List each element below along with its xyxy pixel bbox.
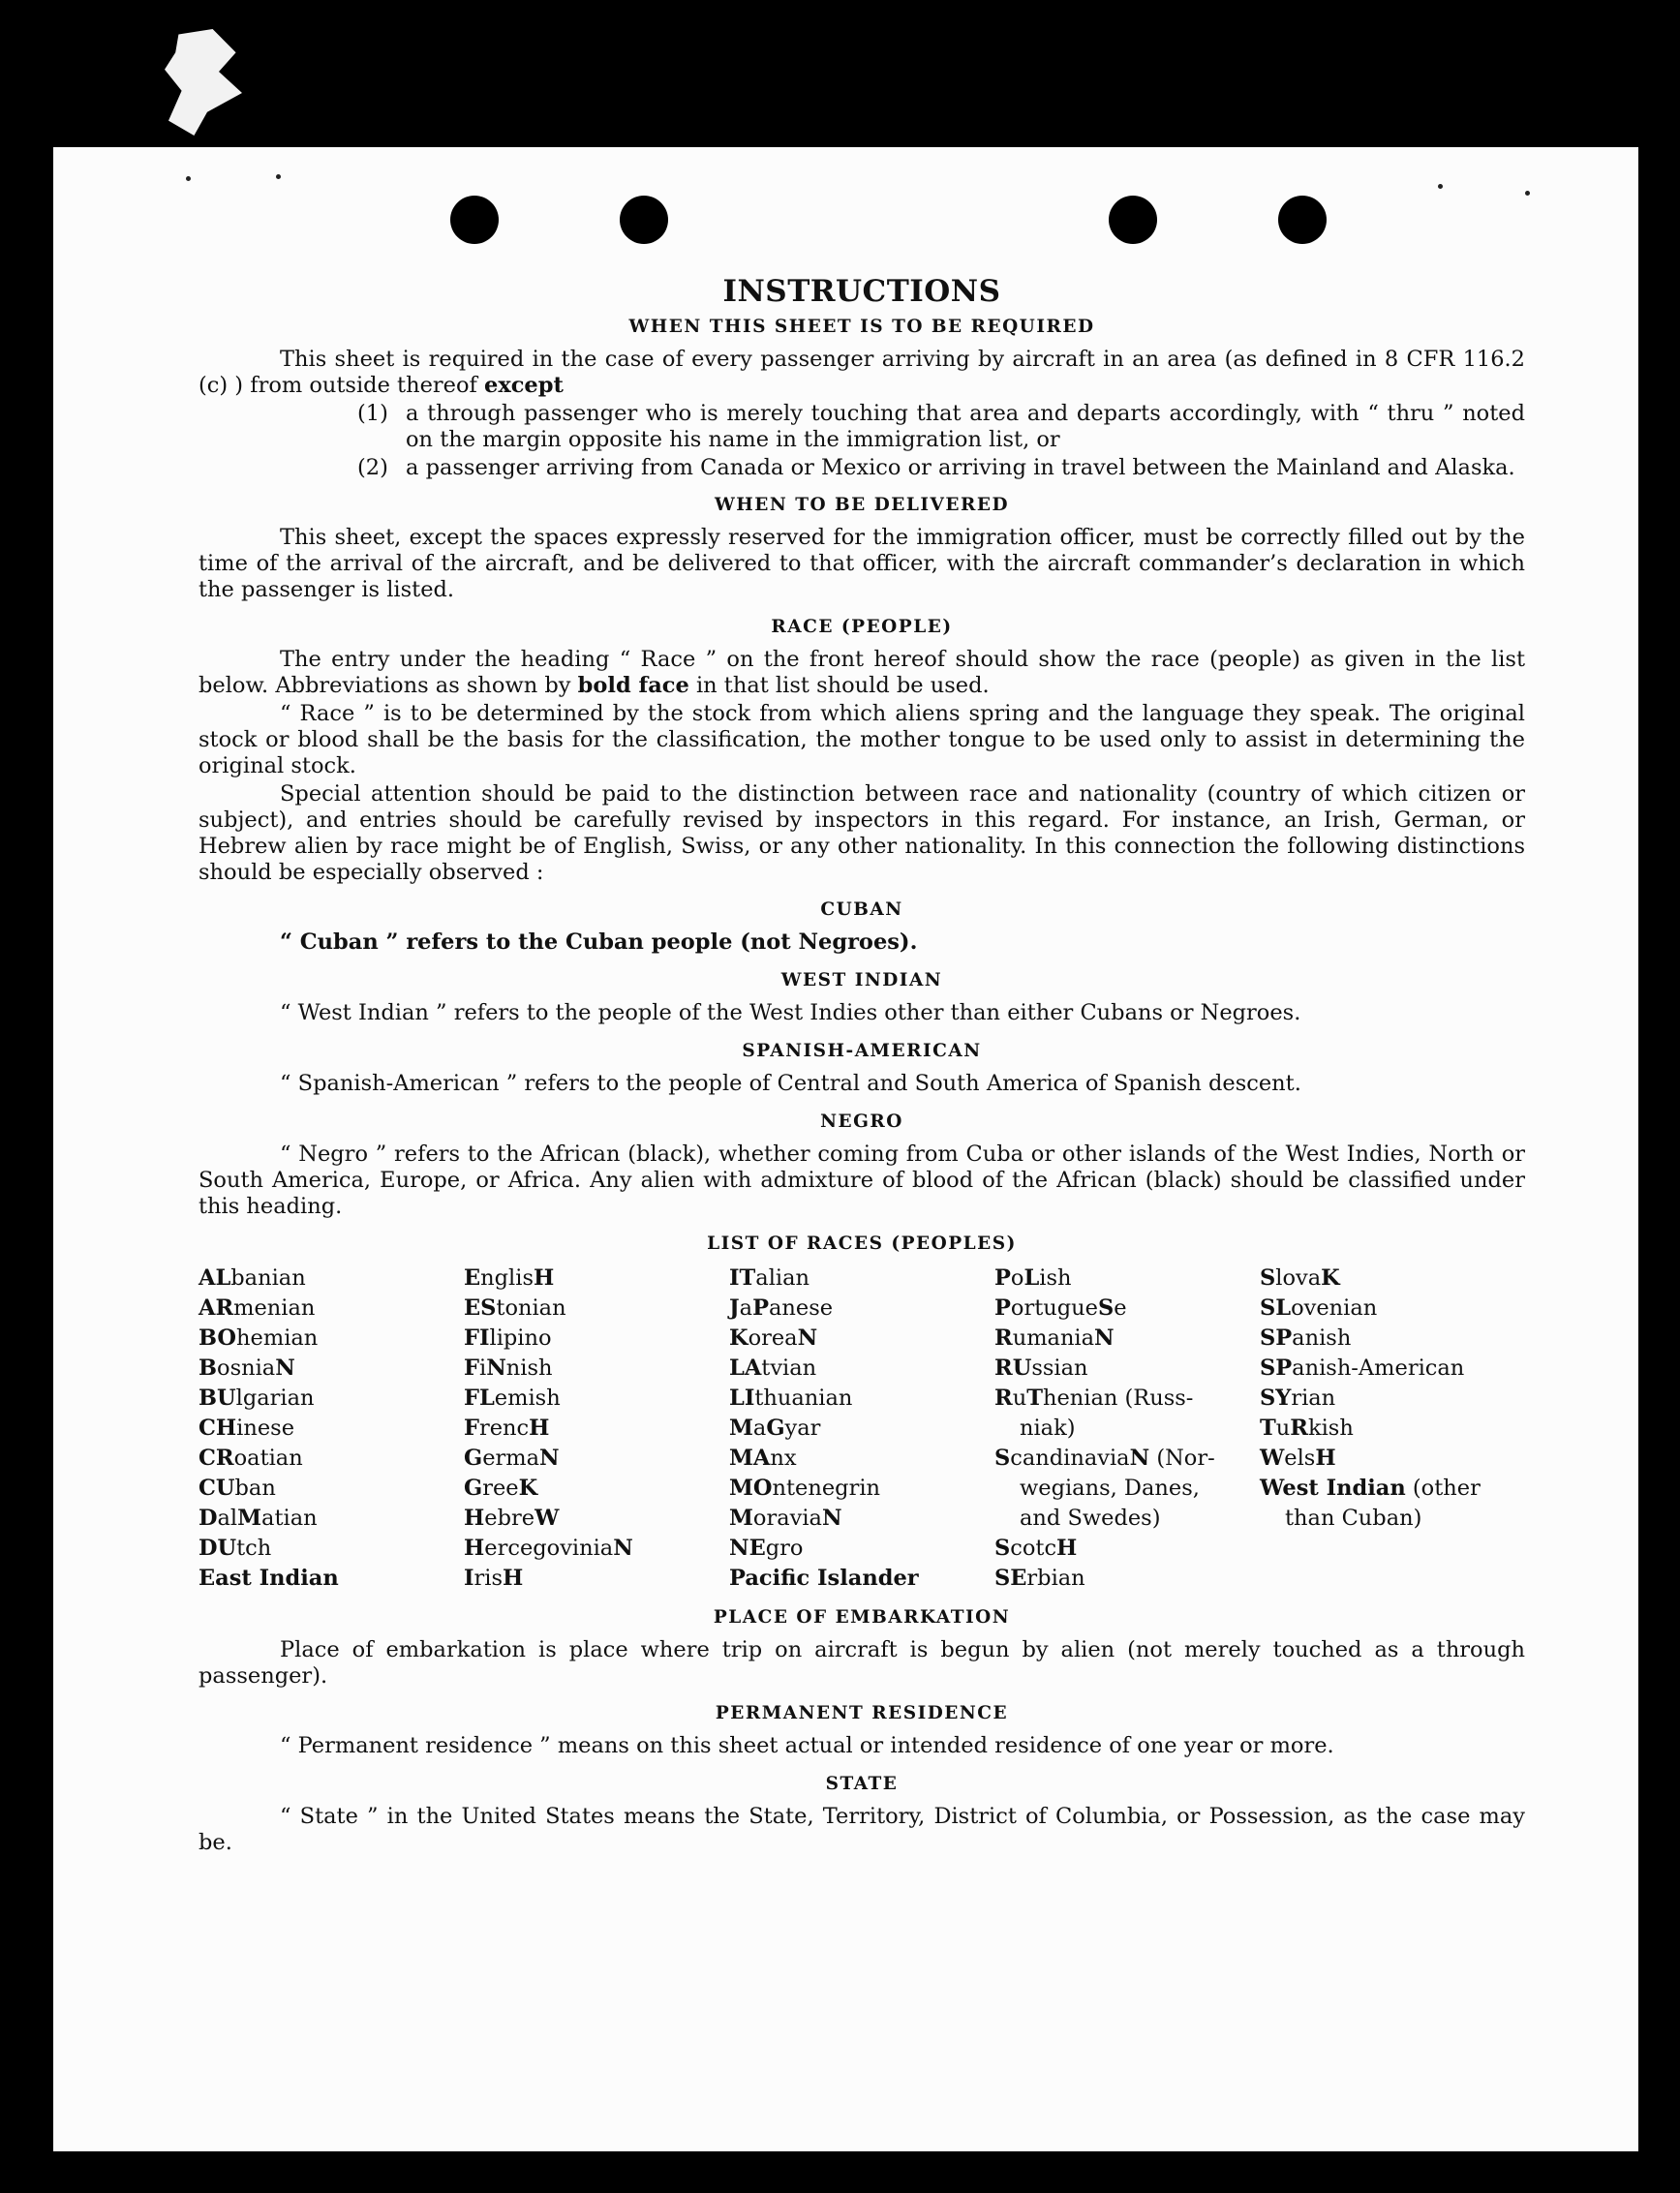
paragraph: The entry under the heading “ Race ” on the front hereof should show the race (people) as given in the list below. Abbreviations as shown by bold face in that list should be used. bbox=[199, 647, 1525, 698]
race-entry: NEgro bbox=[729, 1536, 804, 1561]
punch-hole bbox=[1278, 196, 1327, 244]
race-column bbox=[1260, 1264, 1525, 1594]
race-entry: East Indian bbox=[199, 1566, 339, 1591]
race-entry: WelsH bbox=[1260, 1446, 1336, 1471]
race-entry: GermaN bbox=[464, 1446, 560, 1471]
race-entry: LAtvian bbox=[729, 1355, 817, 1381]
race-entry: SLovenian bbox=[1260, 1295, 1378, 1321]
punch-hole bbox=[1109, 196, 1157, 244]
race-entry: BosniaN bbox=[199, 1355, 295, 1381]
race-entry: KoreaN bbox=[729, 1325, 818, 1351]
race-entry: DUtch bbox=[199, 1536, 272, 1561]
race-entry: FiNnish bbox=[464, 1355, 553, 1381]
paragraph: “ Race ” is to be determined by the stock from which aliens spring and the language they speak. The original stock or blood shall be the basis for the classification, the mother tongue to be used only to assist in determining the original stock. bbox=[199, 701, 1525, 778]
race-entry: West Indian (other than Cuban) bbox=[1260, 1476, 1481, 1531]
section-heading: PERMANENT RESIDENCE bbox=[715, 1703, 1009, 1723]
punch-hole bbox=[620, 196, 668, 244]
race-entry: MOntenegrin bbox=[729, 1476, 881, 1501]
race-entry: RuThenian (Russ- niak) bbox=[994, 1386, 1194, 1441]
race-entry: SPanish-American bbox=[1260, 1355, 1465, 1381]
race-column bbox=[729, 1264, 994, 1594]
race-list bbox=[199, 1264, 1525, 1594]
paragraph: “ State ” in the United States means the State, Territory, District of Columbia, or Possession, as the case may be. bbox=[199, 1804, 1525, 1855]
list-item: (1) a through passenger who is merely touching that area and departs accordingly, with “ thru ” noted on the margin opposite his name in the immigration list, or bbox=[357, 401, 1525, 452]
race-entry: CRoatian bbox=[199, 1446, 303, 1471]
section-heading: RACE (PEOPLE) bbox=[771, 617, 953, 637]
race-entry: ITalian bbox=[729, 1265, 809, 1291]
race-entry: FIlipino bbox=[464, 1325, 552, 1351]
race-column bbox=[199, 1264, 464, 1594]
race-entry: ARmenian bbox=[199, 1295, 316, 1321]
race-entry: PortugueSe bbox=[994, 1295, 1127, 1321]
paragraph: This sheet, except the spaces expressly reserved for the immigration officer, must be correctly filled out by the time of the arrival of the aircraft, and be delivered to that officer, with the aircraft commander’s declaration in which the passenger is listed. bbox=[199, 525, 1525, 602]
section-heading: STATE bbox=[825, 1774, 899, 1794]
race-entry: ScotcH bbox=[994, 1536, 1078, 1561]
race-entry: ALbanian bbox=[199, 1265, 306, 1291]
race-entry: SlovaK bbox=[1260, 1265, 1340, 1291]
race-entry: IrisH bbox=[464, 1566, 524, 1591]
race-column bbox=[994, 1264, 1260, 1594]
document-sheet bbox=[53, 147, 1638, 2151]
race-entry: EStonian bbox=[464, 1295, 566, 1321]
speck bbox=[1438, 184, 1443, 189]
paragraph: Special attention should be paid to the distinction between race and nationality (country of which citizen or subject), and entries should be carefully revised by inspectors in this regard. For instance, an Irish, German, or Hebrew alien by race might be of English, Swiss, or any other nationality. In this connection the following distinctions should be especially observed : bbox=[199, 781, 1525, 885]
speck bbox=[276, 174, 281, 179]
section-heading: PLACE OF EMBARKATION bbox=[713, 1607, 1011, 1628]
page-title: INSTRUCTIONS bbox=[722, 274, 1001, 309]
race-entry: FrencH bbox=[464, 1416, 550, 1441]
section-heading: CUBAN bbox=[820, 899, 903, 920]
race-entry: RUssian bbox=[994, 1355, 1088, 1381]
race-entry: MaGyar bbox=[729, 1416, 821, 1441]
section-heading: SPANISH-AMERICAN bbox=[742, 1041, 982, 1061]
race-entry: SErbian bbox=[994, 1566, 1085, 1591]
section-heading: WEST INDIAN bbox=[780, 970, 943, 990]
race-entry: PoLish bbox=[994, 1265, 1072, 1291]
race-entry: SPanish bbox=[1260, 1325, 1352, 1351]
instructions-body bbox=[199, 273, 1525, 1858]
race-entry: CUban bbox=[199, 1476, 276, 1501]
race-entry: MAnx bbox=[729, 1446, 797, 1471]
torn-corner bbox=[165, 29, 242, 136]
race-entry: EnglisH bbox=[464, 1265, 555, 1291]
paragraph: “ Cuban ” refers to the Cuban people (not Negroes). bbox=[280, 929, 918, 955]
section-heading: NEGRO bbox=[820, 1112, 903, 1132]
race-entry: FLemish bbox=[464, 1386, 561, 1411]
speck bbox=[186, 176, 191, 181]
race-entry: BOhemian bbox=[199, 1325, 319, 1351]
race-entry: HercegoviniaN bbox=[464, 1536, 633, 1561]
race-column bbox=[464, 1264, 729, 1594]
paragraph: “ West Indian ” refers to the people of the West Indies other than either Cubans or Negroes. bbox=[280, 1000, 1301, 1025]
race-entry: Pacific Islander bbox=[729, 1566, 919, 1591]
section-heading: LIST OF RACES (PEOPLES) bbox=[707, 1234, 1017, 1254]
section-heading: WHEN THIS SHEET IS TO BE REQUIRED bbox=[628, 317, 1095, 337]
race-entry: CHinese bbox=[199, 1416, 295, 1441]
race-entry: DalMatian bbox=[199, 1506, 318, 1531]
race-entry: GreeK bbox=[464, 1476, 538, 1501]
race-entry: RumaniaN bbox=[994, 1325, 1115, 1351]
race-entry: ScandinaviaN (Nor- wegians, Danes, and Swedes) bbox=[994, 1446, 1215, 1531]
paragraph: “ Permanent residence ” means on this sheet actual or intended residence of one year or more. bbox=[280, 1733, 1334, 1758]
race-entry: LIthuanian bbox=[729, 1386, 853, 1411]
paragraph: “ Spanish-American ” refers to the people of Central and South America of Spanish descent. bbox=[280, 1071, 1301, 1096]
speck bbox=[1525, 191, 1530, 196]
punch-hole bbox=[450, 196, 499, 244]
race-entry: SYrian bbox=[1260, 1386, 1336, 1411]
list-item: (2) a passenger arriving from Canada or Mexico or arriving in travel between the Mainland and Alaska. bbox=[357, 455, 1515, 480]
race-entry: HebreW bbox=[464, 1506, 560, 1531]
paragraph: “ Negro ” refers to the African (black), whether coming from Cuba or other islands of the West Indies, North or South America, Europe, or Africa. Any alien with admixture of blood of the African (black) should be classified under this heading. bbox=[199, 1142, 1525, 1219]
section-heading: WHEN TO BE DELIVERED bbox=[715, 495, 1009, 515]
race-entry: BUlgarian bbox=[199, 1386, 315, 1411]
race-entry: JaPanese bbox=[729, 1295, 834, 1321]
race-entry: TuRkish bbox=[1260, 1416, 1354, 1441]
paragraph: This sheet is required in the case of every passenger arriving by aircraft in an area (as defined in 8 CFR 116.2 (c) ) from outside thereof except bbox=[199, 347, 1525, 398]
race-entry: MoraviaN bbox=[729, 1506, 842, 1531]
paragraph: Place of embarkation is place where trip on aircraft is begun by alien (not merely touched as a through passenger). bbox=[199, 1637, 1525, 1689]
